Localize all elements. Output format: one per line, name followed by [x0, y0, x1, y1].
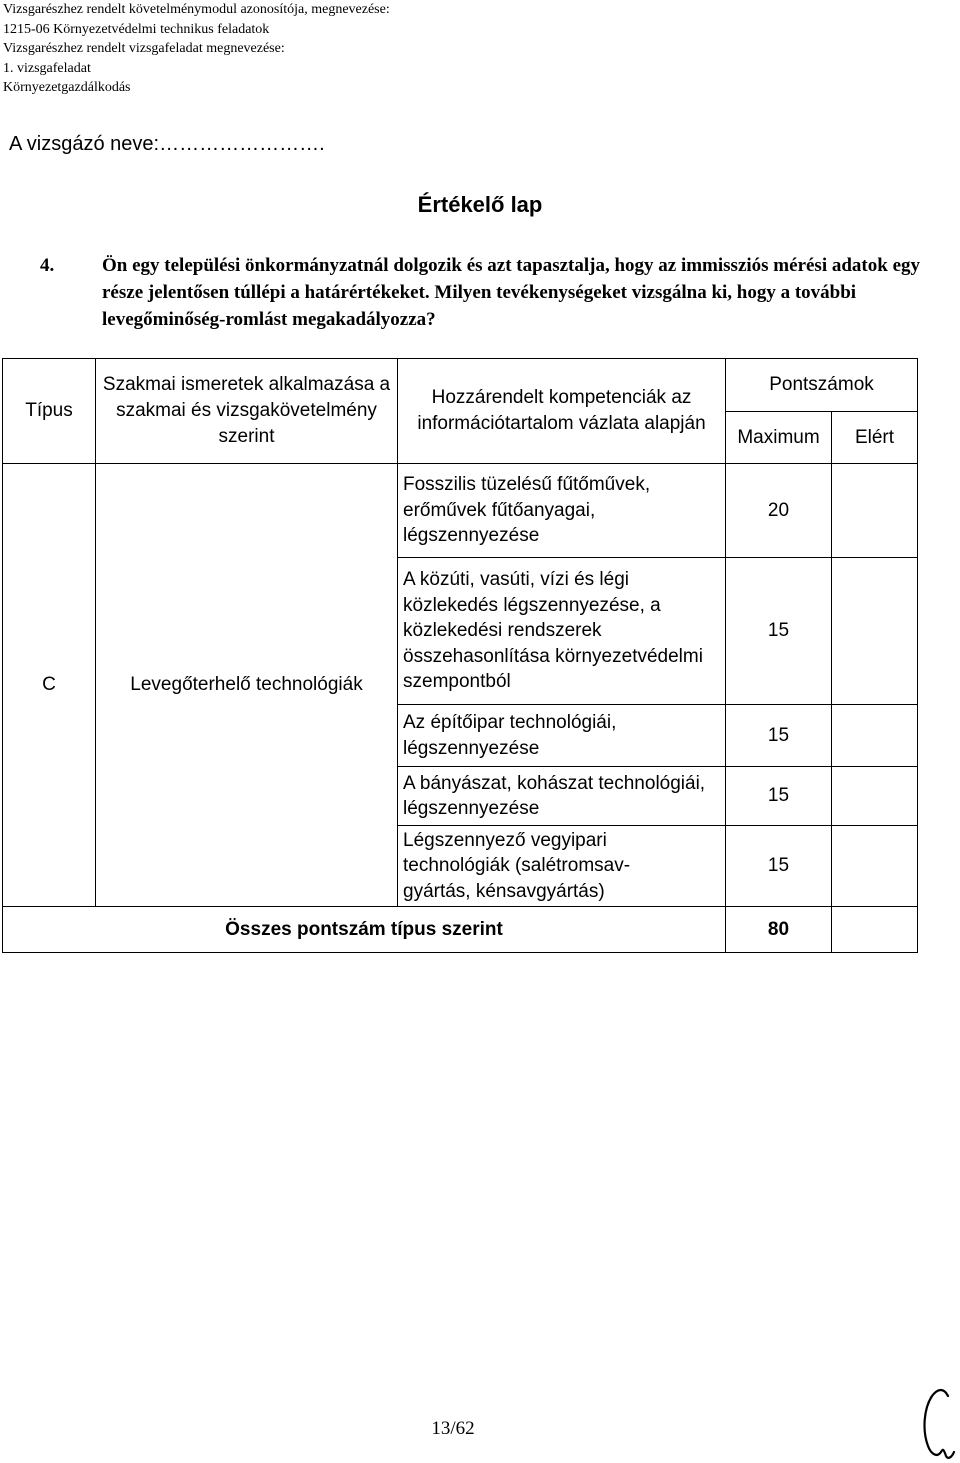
page-number: 13/62	[431, 1418, 475, 1439]
type-cell: C	[3, 464, 96, 907]
competence-cell: Az építőipar technológiái, légszennyezése	[398, 705, 726, 767]
header-line: Vizsgarészhez rendelt vizsgafeladat megnevezése:	[3, 41, 285, 56]
max-points-cell: 20	[726, 464, 832, 558]
competence-cell: Légszennyező vegyipari technológiák (salétromsav-gyártás, kénsavgyártás)	[398, 826, 726, 907]
achieved-points-cell[interactable]	[832, 558, 918, 705]
max-points-cell: 15	[726, 705, 832, 767]
document-header	[3, 0, 390, 98]
achieved-points-cell[interactable]	[832, 705, 918, 767]
evaluation-table	[2, 358, 918, 953]
achieved-points-cell[interactable]	[832, 464, 918, 558]
header-line: 1. vizsgafeladat	[3, 60, 91, 76]
competence-cell: Fosszilis tüzelésű fűtőművek, erőművek fűtőanyagai, légszennyezése	[398, 464, 726, 558]
total-label: Összes pontszám típus szerint	[3, 907, 726, 953]
max-points-cell: 15	[726, 826, 832, 907]
question-text: Ön egy települési önkormányzatnál dolgozik és azt tapasztalja, hogy az immissziós mérési adatok egy része jelentősen túllépi a határértékeket. Milyen tevékenységeket vizsgálna ki, hogy a további levegőminőség-romlást megakadályozza?	[102, 255, 921, 330]
header-type: Típus	[3, 359, 96, 464]
candidate-name-line: A vizsgázó neve:…………………….	[9, 133, 325, 155]
header-knowledge: Szakmai ismeretek alkalmazása a szakmai és vizsgakövetelmény szerint	[96, 359, 398, 464]
question-number: 4.	[40, 255, 55, 276]
max-points-cell: 15	[726, 558, 832, 705]
competence-cell: A közúti, vasúti, vízi és légi közlekedés légszennyezése, a közlekedési rendszerek összehasonlítása környezetvédelmi szempontból	[398, 558, 726, 705]
header-line: Környezetgazdálkodás	[3, 80, 131, 95]
total-achieved-points[interactable]	[832, 907, 918, 953]
header-achieved: Elért	[832, 412, 918, 464]
competence-cell: A bányászat, kohászat technológiái, légszennyezése	[398, 767, 726, 826]
header-competence: Hozzárendelt kompetenciák az információtartalom vázlata alapján	[398, 359, 726, 464]
max-points-cell: 15	[726, 767, 832, 826]
signature-mark	[918, 1386, 958, 1461]
header-line: Vizsgarészhez rendelt követelménymodul azonosítója, megnevezése:	[3, 2, 390, 17]
page-title: Értékelő lap	[417, 192, 543, 217]
achieved-points-cell[interactable]	[832, 826, 918, 907]
header-max: Maximum	[726, 412, 832, 464]
header-line: 1215-06 Környezetvédelmi technikus feladatok	[3, 21, 270, 37]
knowledge-cell: Levegőterhelő technológiák	[96, 464, 398, 907]
header-points: Pontszámok	[726, 359, 918, 412]
achieved-points-cell[interactable]	[832, 767, 918, 826]
total-max-points: 80	[726, 907, 832, 953]
